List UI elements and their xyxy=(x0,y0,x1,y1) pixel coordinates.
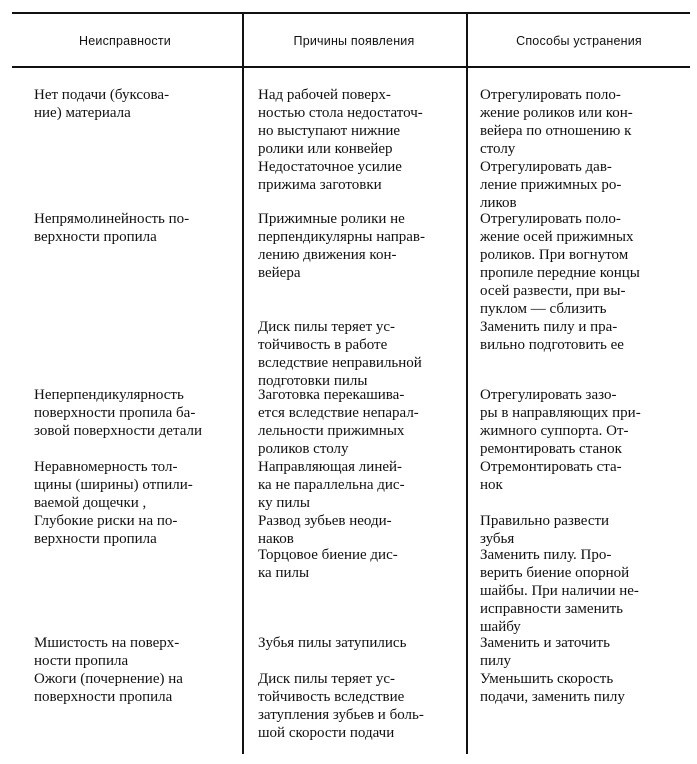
remedy-cell: Отрегулировать дав- ление прижимных ро- ликов xyxy=(480,159,622,211)
fault-cell: Глубокие риски на по- верхности пропила xyxy=(34,513,178,547)
cause-cell: Торцовое биение дис- ка пилы xyxy=(258,547,398,581)
cause-cell: Диск пилы теряет ус- тойчивость в работе вследствие неправильной подготовки пилы xyxy=(258,319,422,389)
header-remedies: Способы устранения xyxy=(516,34,642,48)
remedy-cell: Отрегулировать поло- жение роликов или кон- вейера по отношению к столу xyxy=(480,87,633,157)
remedy-cell: Заменить и заточить пилу xyxy=(480,635,610,669)
table-top-border xyxy=(12,12,690,14)
remedy-cell: Заменить пилу и пра- вильно подготовить ее xyxy=(480,319,624,353)
column-divider-1 xyxy=(242,12,244,754)
fault-cell: Мшистость на поверх- ности пропила xyxy=(34,635,180,669)
fault-cell: Непрямолинейность по- верхности пропила xyxy=(34,211,190,245)
cause-cell: Зубья пилы затупились xyxy=(258,635,407,651)
cause-cell: Прижимные ролики не перпендикулярны направ- лению движения кон- вейера xyxy=(258,211,425,281)
cause-cell: Над рабочей поверх- ностью стола недостаточ- но выступают нижние ролики или конвейер xyxy=(258,87,423,157)
fault-cell: Ожоги (почернение) на поверхности пропила xyxy=(34,671,183,705)
cause-cell: Диск пилы теряет ус- тойчивость вследствие затупления зубьев и боль- шой скорости подачи xyxy=(258,671,424,741)
fault-cell: Нет подачи (буксова- ние) материала xyxy=(34,87,170,121)
fault-cell: Неперпендикулярность поверхности пропила ба- зовой поверхности детали xyxy=(34,387,202,439)
fault-cell: Неравномерность тол- щины (ширины) отпили- ваемой дощечки , xyxy=(34,459,193,511)
header-causes: Причины появления xyxy=(293,34,415,48)
cause-cell: Заготовка перекашива- ется вследствие непарал- лельности прижимных роликов столу xyxy=(258,387,419,457)
remedy-cell: Уменьшить скорость подачи, заменить пилу xyxy=(480,671,625,705)
cause-cell: Направляющая линей- ка не параллельна дис- ку пилы xyxy=(258,459,405,511)
header-faults: Неисправности xyxy=(79,34,171,48)
remedy-cell: Отрегулировать зазо- ры в направляющих при- жимного суппорта. От- ремонтировать станок xyxy=(480,387,641,457)
remedy-cell: Заменить пилу. Про- верить биение опорной шайбы. При наличии не- исправности заменить шайбу xyxy=(480,547,639,635)
remedy-cell: Правильно развести зубья xyxy=(480,513,610,547)
cause-cell: Развод зубьев неоди- наков xyxy=(258,513,392,547)
remedy-cell: Отремонтировать ста- нок xyxy=(480,459,622,493)
column-divider-2 xyxy=(466,12,468,754)
cause-cell: Недостаточное усилие прижима заготовки xyxy=(258,159,402,193)
header-bottom-border xyxy=(12,66,690,68)
remedy-cell: Отрегулировать поло- жение осей прижимных роликов. При вогнутом пропиле передние концы осей развести, при вы- пуклом — сблизить xyxy=(480,211,640,317)
